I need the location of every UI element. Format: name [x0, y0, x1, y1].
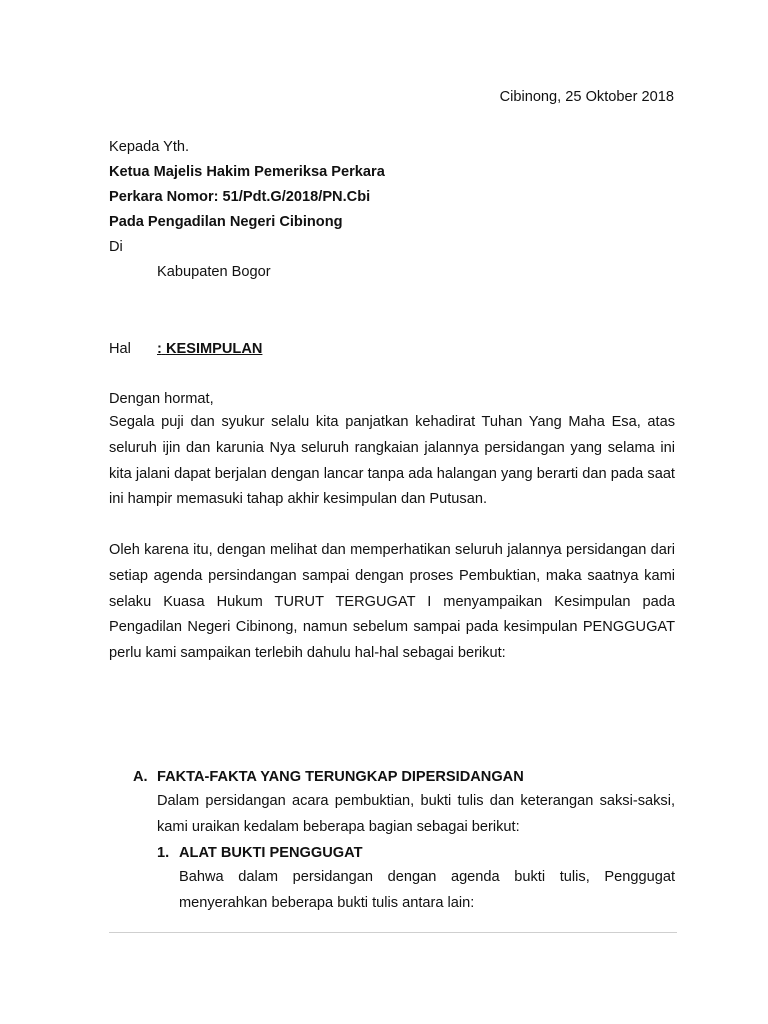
subject-colon: : [157, 341, 162, 357]
paragraph-opening: Segala puji dan syukur selalu kita panjatkan kehadirat Tuhan Yang Maha Esa, atas seluruh ijin dan karunia Nya seluruh rangkaian jalannya persidangan yang selama ini kita jalani dapat berjalan dengan lancar tanpa ada halangan yang berarti dan pada saat ini hampir memasuki tahap akhir kesimpulan dan Putusan. [109, 414, 675, 508]
subject-value: KESIMPULAN [165, 341, 263, 357]
page-bottom-divider [109, 932, 677, 933]
section-a-marker: A. [133, 769, 148, 785]
item-1-marker: 1. [157, 845, 170, 861]
recipient-place: Kabupaten Bogor [157, 264, 271, 280]
case-number: Perkara Nomor: 51/Pdt.G/2018/PN.Cbi [109, 189, 371, 205]
greeting: Dengan hormat, [109, 391, 214, 407]
letter-date: Cibinong, 25 Oktober 2018 [499, 89, 674, 105]
section-a-title: FAKTA-FAKTA YANG TERUNGKAP DIPERSIDANGAN [157, 769, 524, 785]
court-name: Pada Pengadilan Negeri Cibinong [109, 214, 343, 230]
recipient-title: Ketua Majelis Hakim Pemeriksa Perkara [109, 164, 385, 180]
item-1-title: ALAT BUKTI PENGGUGAT [179, 845, 363, 861]
recipient-salutation: Kepada Yth. [109, 139, 190, 155]
item-1-text: Bahwa dalam persidangan dengan agenda bukti tulis, Penggugat menyerahkan beberapa bukti tulis antara lain: [179, 869, 675, 911]
subject-label: Hal [109, 341, 131, 357]
paragraph-context: Oleh karena itu, dengan melihat dan memperhatikan seluruh jalannya persidangan dari setiap agenda persindangan sampai dengan proses Pembuktian, maka saatnya kami selaku Kuasa Hukum TURUT TERGUGAT I menyampaikan Kesimpulan pada Pengadilan Negeri Cibinong, namun sebelum sampai pada kesimpulan PENGGUGAT perlu kami sampaikan terlebih dahulu hal-hal sebagai berikut: [109, 542, 675, 662]
subject-line [157, 340, 262, 358]
recipient-di: Di [109, 239, 123, 255]
section-a-text: Dalam persidangan acara pembuktian, bukti tulis dan keterangan saksi-saksi, kami uraikan kedalam beberapa bagian sebagai berikut: [157, 793, 675, 835]
